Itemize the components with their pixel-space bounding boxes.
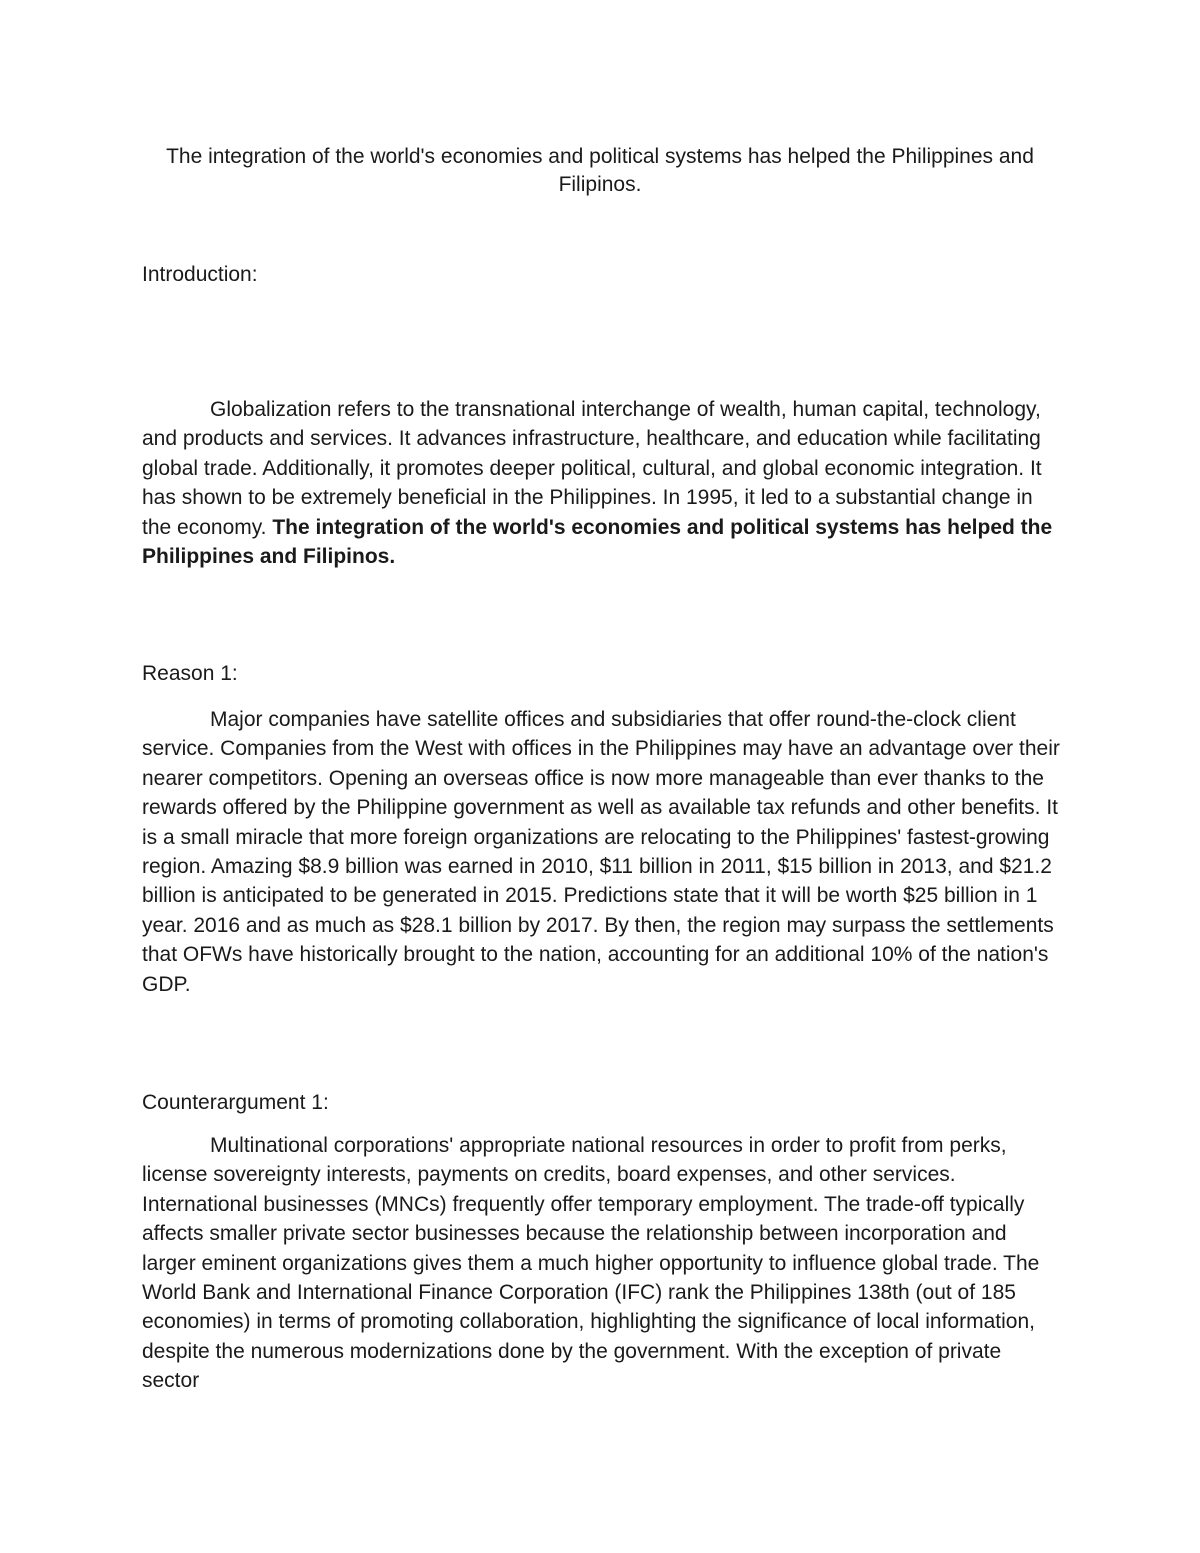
reason-1-paragraph: Major companies have satellite offices and subsidiaries that offer round-the-clock client service. Companies from the West with offices in the Philippines may have an advantage over their nearer competitors. Opening an overseas office is now more manageable than ever thanks to the rewards offered by the Philippine government as well as available tax refunds and other benefits. It is a small miracle that more foreign organizations are relocating to the Philippines' fastest-growing region. Amazing $8.9 billion was earned in 2010, $11 billion in 2011, $15 billion in 2013, and $21.2 billion is anticipated to be generated in 2015. Predictions state that it will be worth $25 billion in 1 year. 2016 and as much as $28.1 billion by 2017. By then, the region may surpass the settlements that OFWs have historically brought to the nation, accounting for an additional 10% of the nation's GDP. (142, 708, 1060, 996)
document-title: The integration of the world's economies and political systems has helped the Philippines and Filipinos. (166, 145, 1034, 196)
thesis-statement: The integration of the world's economies and political systems has helped the Philippines and Filipinos. (142, 515, 1053, 569)
reason-1-heading: Reason 1: (142, 662, 238, 685)
counterargument-1-paragraph: Multinational corporations' appropriate national resources in order to profit from perks, license sovereignty interests, payments on credits, board expenses, and other services. International businesses (MNCs) frequently offer temporary employment. The trade-off typically affects smaller private sector businesses because the relationship between incorporation and larger eminent organizations gives them a much higher opportunity to influence global trade. The World Bank and International Finance Corporation (IFC) rank the Philippines 138th (out of 185 economies) in terms of promoting collaboration, highlighting the significance of local information, despite the numerous modernizations done by the government. With the exception of private sector (142, 1134, 1040, 1393)
introduction-text: Globalization refers to the transnational interchange of wealth, human capital, technology, and products and services. It advances infrastructure, healthcare, and education while facilitating global trade. Additionally, it promotes deeper political, cultural, and global economic integration. It has shown to be extremely beneficial in the Philippines. In 1995, it led to a substantial change in the economy. (142, 398, 1042, 539)
introduction-heading: Introduction: (142, 263, 258, 286)
introduction-paragraph (142, 395, 1062, 571)
counterargument-1-heading: Counterargument 1: (142, 1091, 329, 1114)
